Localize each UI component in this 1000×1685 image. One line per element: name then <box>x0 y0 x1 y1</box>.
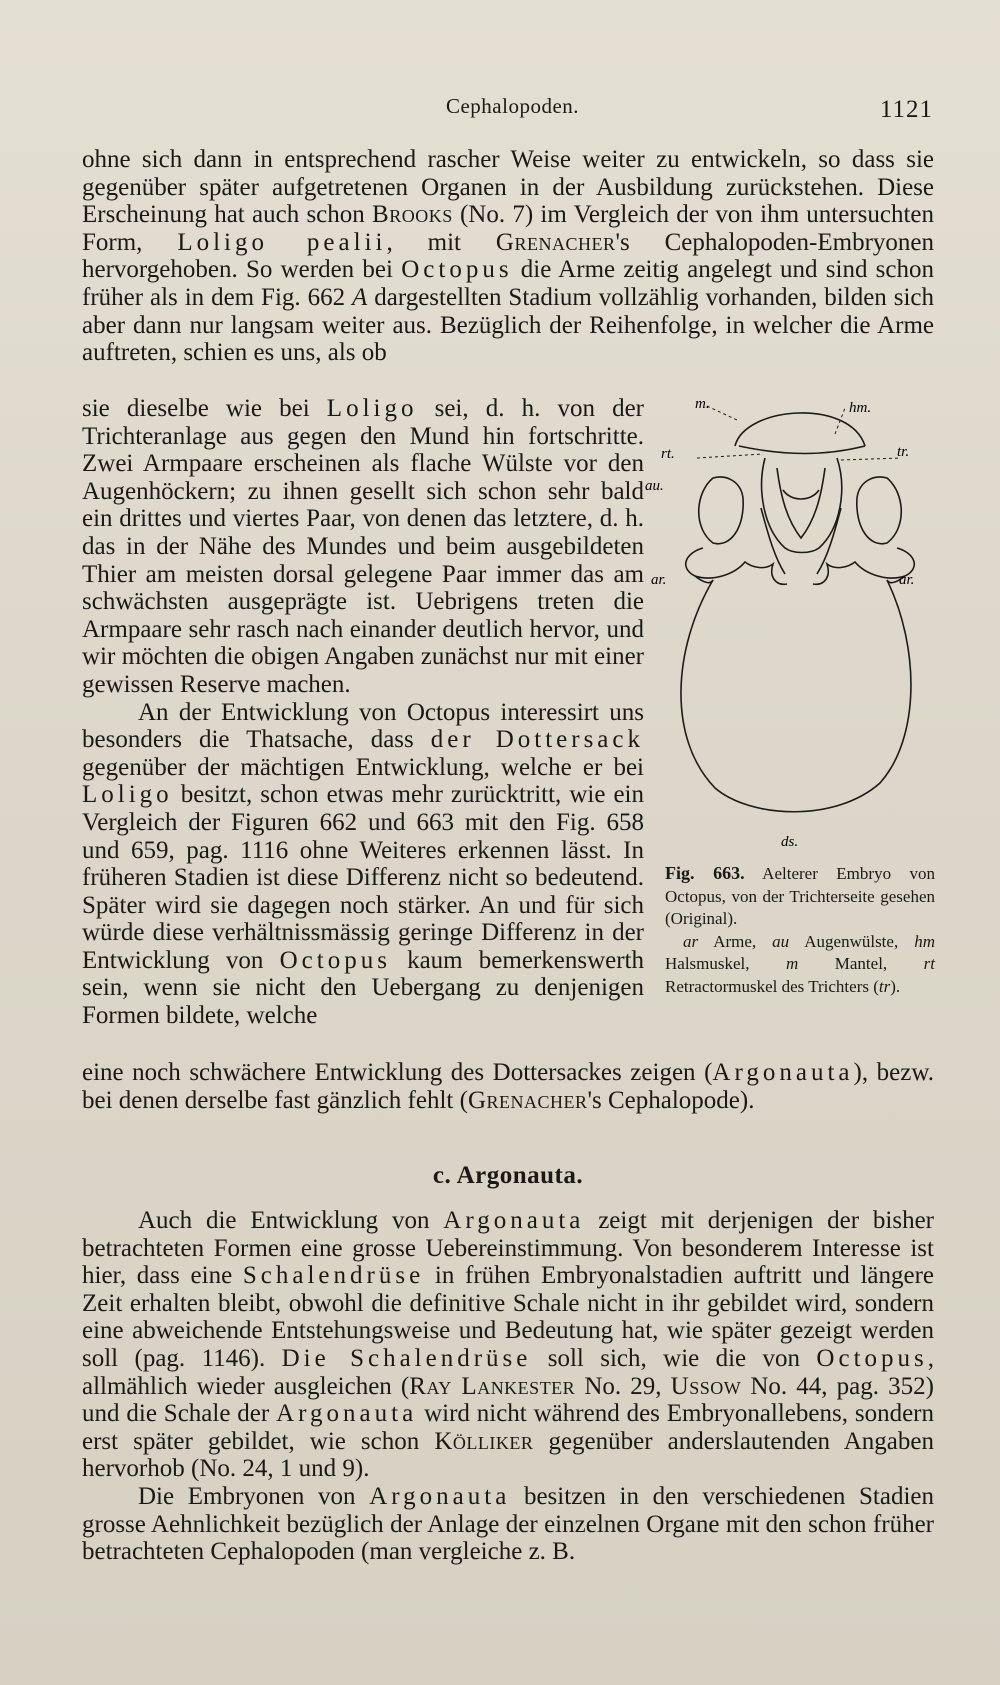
paragraph-argonauta-1: Auch die Entwicklung von Argonauta zeigt mit derjenigen der bisher betrachteten Formen eine grosse Uebereinstimmung. Von besonderem Interesse ist hier, dass eine Schalendrüse in frühen Embryonalstadien auftritt und längere Zeit erhalten bleibt, obwohl die definitive Schale nicht in ihr gebildet wird, sondern eine abweichende Entstehungsweise und Bedeutung hat, wie später gezeigt werden soll (pag. 1146). Die Schalendrüse soll sich, wie die von Octopus, allmählich wieder ausgleichen (Ray Lankester No. 29, Ussow No. 44, pag. 352) und die Schale der Argonauta wird nicht während des Embryonallebens, sondern erst später gebildet, wie schon Kölliker gegenüber anderslautenden Angaben hervorhob (No. 24, 1 und 9). <box>82 1207 935 1483</box>
paragraph-argonauta-2: Die Embryonen von Argonauta besitzen in den verschiedenen Stadien grosse Aehnlichkeit bezüglich der Anlage der einzelnen Organe mit den schon früher betrachteten Cephalopoden (man vergleiche z. B. <box>82 1482 935 1566</box>
term-die-schalendruese: Die Schalendrüse <box>281 1344 532 1372</box>
caption-legend: ar Arme, au Augenwülste, hm Halsmuskel, m Mantel, rt Retractormuskel des Trichters (tr). <box>665 931 935 996</box>
page-number: 1121 <box>879 96 933 123</box>
author-grenacher-2: Grenacher <box>467 1086 588 1114</box>
label-m: m. <box>695 396 710 412</box>
eye-swelling-left <box>699 477 743 544</box>
page-header <box>90 88 935 128</box>
label-au: au. <box>645 478 664 494</box>
author-brooks: Brooks <box>372 201 453 229</box>
mantle-outline <box>681 580 911 812</box>
figure-663-embryo-drawing <box>645 396 933 850</box>
caption-main: Fig. 663. Aelterer Embryo von Octopus, von der Trichterseite gesehen (Original). <box>665 863 936 928</box>
figure-caption <box>665 862 935 998</box>
label-ar-left: ar. <box>651 572 667 588</box>
author-grenacher: Grenacher <box>495 228 616 256</box>
term-dottersack: der Dottersack <box>430 726 644 754</box>
species-loligo-pealii: Loligo pealii <box>177 228 387 256</box>
figure-label: Fig. 663. <box>665 863 745 883</box>
running-title: Cephalopoden. <box>445 94 580 118</box>
label-ar-right: ar. <box>899 572 915 588</box>
genus-argonauta-2: Argonauta <box>443 1207 585 1234</box>
paragraph-left: sie dieselbe wie bei Loligo sei, d. h. von der Trichteranlage aus gegen den Mund hin fortschritte. Zwei Armpaare erscheinen als flache Wülste vor den Augenhöckern; zu ihnen gesellt sich schon sehr bald ein drittes und viertes Paar, von denen das letztere, d. h. das in der Nähe des Mundes und beim ausgebildeten Thier am meisten dorsal gelegene Paar immer das am schwächsten ausgeprägte ist. Uebrigens treten die Armpaare sehr rasch nach einander deutlich hervor, und wir möchten die obigen Angaben zunächst nur mit einer gewissen Reserve machen. <box>82 395 644 698</box>
eye-swelling-right <box>857 477 901 544</box>
genus-octopus-3: Octopus <box>816 1344 928 1372</box>
label-tr: tr. <box>897 444 910 460</box>
figure-ref-a: A <box>352 283 368 311</box>
head-dome <box>735 413 865 446</box>
embryo-illustration <box>645 396 933 850</box>
genus-argonauta-3: Argonauta <box>276 1400 418 1428</box>
argonauta-section <box>82 1207 934 1566</box>
genus-loligo-2: Loligo <box>82 781 173 809</box>
genus-loligo: Loligo <box>326 395 418 422</box>
author-ussow: Ussow <box>670 1372 742 1400</box>
label-hm: hm. <box>849 400 872 416</box>
left-column <box>82 395 644 1030</box>
label-ds: ds. <box>781 834 799 850</box>
label-rt: rt. <box>661 446 675 462</box>
term-schalendruese: Schalendrüse <box>242 1262 425 1290</box>
genus-argonauta: Argonauta <box>712 1059 854 1086</box>
genus-octopus-2: Octopus <box>279 946 391 974</box>
paragraph-octopus: An der Entwicklung von Octopus interessirt uns besonders die Thatsache, dass der Dottersack gegenüber der mächtigen Entwicklung, welche er bei Loligo besitzt, schon etwas mehr zurücktritt, wie ein Vergleich der Figuren 662 und 663 mit den Fig. 658 und 659, pag. 1116 ohne Weiteres erkennen lässt. In früheren Stadien ist diese Differenz nicht so bedeutend. Später wird sie dagegen noch stärker. An und für sich würde diese verhältnissmässig geringe Differenz in der Entwicklung von Octopus kaum bemerkenswerth sein, wenn sie nicht den Uebergang zu denjenigen Formen bildete, welche <box>82 698 644 1030</box>
genus-argonauta-4: Argonauta <box>369 1482 511 1510</box>
author-koelliker: Kölliker <box>434 1427 534 1455</box>
section-heading: c. Argonauta. <box>432 1162 584 1189</box>
genus-octopus: Octopus <box>401 256 513 284</box>
arms-left <box>686 548 787 584</box>
paragraph-bottom: eine noch schwächere Entwicklung des Dottersackes zeigen (Argonauta), bezw. bei denen derselbe fast gänzlich fehlt (Grenacher's Cephalopode). <box>82 1059 934 1114</box>
paragraph-top: ohne sich dann in entsprechend rascher Weise weiter zu entwickeln, so dass sie gegenüber später aufgetretenen Organen in der Ausbildung zurückstehen. Diese Erscheinung hat auch schon Brooks (No. 7) im Vergleich der von ihm untersuchten Form, Loligo pealii, mit Grenacher's Cephalopoden-Embryonen hervorgehoben. So werden bei Octopus die Arme zeitig angelegt und sind schon früher als in dem Fig. 662 A dargestellten Stadium vollzählig vorhanden, bilden sich aber dann nur langsam weiter aus. Bezüglich der Reihenfolge, in welcher die Arme auftreten, schien es uns, als ob <box>82 146 935 367</box>
author-ray-lankester: Ray Lankester <box>409 1372 576 1400</box>
